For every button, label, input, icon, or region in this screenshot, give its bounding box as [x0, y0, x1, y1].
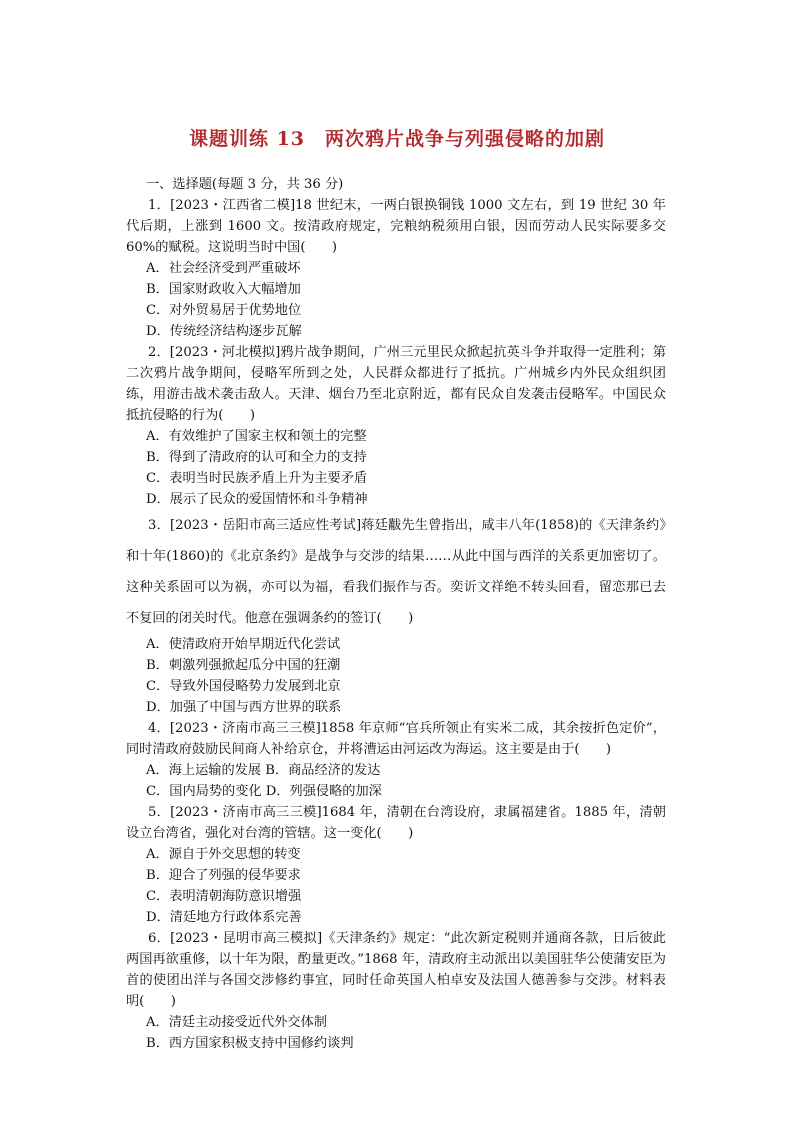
option-d: D．清廷地方行政体系完善 — [146, 910, 302, 925]
question-6 — [126, 928, 666, 1054]
question-stem: 1．[2023・江西省二模]18 世纪末，一两白银换铜钱 1000 文左右，到 19 世纪 30 年代后期，上涨到 1600 文。按清政府规定，完粮纳税须用白银，因而劳动人民实际要多交 60%的赋税。这说明当时中国( ) — [126, 198, 666, 255]
option-d: D．加强了中国与西方世界的联系 — [146, 700, 342, 715]
option-d: D．传统经济结构逐步瓦解 — [146, 324, 302, 339]
question-stem: 6．[2023・昆明市高三模拟]《天津条约》规定：“此次新定税则并通商各款，日后彼此两国再欲重修，以十年为限，酌量更改。”1868 年，清政府主动派出以美国驻华公使蒲安臣为首的使团出洋与各国交涉修约事宜，同时任命英国人柏卓安及法国人德善参与交涉。材料表明( ) — [126, 931, 666, 1009]
question-stem: 2．[2023・河北模拟]鸦片战争期间，广州三元里民众掀起抗英斗争并取得一定胜利；第二次鸦片战争期间，侵略军所到之处，人民群众都进行了抵抗。广州城乡内外民众组织团练，用游击战术袭击敌人。天津、烟台乃至北京附近，都有民众自发袭击侵略军。中国民众抵抗侵略的行为( ) — [126, 345, 666, 423]
option-b: B．刺激列强掀起瓜分中国的狂潮 — [146, 658, 341, 673]
question-stem: 4．[2023・济南市高三三模]1858 年京师“官兵所领止有实米二成，其余按折色定价”，同时清政府鼓励民间商人补给京仓，并将漕运由河运改为海运。这主要是由于( ) — [126, 721, 666, 757]
option-c: C．表明当时民族矛盾上升为主要矛盾 — [146, 471, 368, 486]
option-c: C．表明清朝海防意识增强 — [146, 889, 302, 904]
section-heading: 一、选择题(每题 3 分，共 36 分) — [146, 177, 344, 192]
option-a: A．清廷主动接受近代外交体制 — [146, 1015, 327, 1030]
option-b: B．迎合了列强的侵华要求 — [146, 868, 301, 883]
question-list — [126, 174, 666, 1054]
option-a: A．有效维护了国家主权和领土的完整 — [146, 429, 367, 444]
question-stem: 5．[2023・济南市高三三模]1684 年，清朝在台湾设府，隶属福建省。1885 年，清朝设立台湾省，强化对台湾的管辖。这一变化( ) — [126, 805, 666, 841]
question-5 — [126, 802, 666, 928]
page-title: 课题训练 13 两次鸦片战争与列强侵略的加剧 — [188, 128, 606, 150]
option-a: A．源自于外交思想的转变 — [146, 847, 301, 862]
option-cd: C．国内局势的变化 D．列强侵略的加深 — [146, 784, 382, 799]
option-c: C．对外贸易居于优势地位 — [146, 303, 302, 318]
question-2 — [126, 342, 666, 510]
question-3 — [126, 510, 666, 718]
option-d: D．展示了民众的爱国情怀和斗争精神 — [146, 492, 368, 507]
option-b: B．得到了清政府的认可和全力的支持 — [146, 450, 367, 465]
question-4 — [126, 718, 666, 802]
option-b: B．西方国家积极支持中国修约谈判 — [146, 1036, 354, 1051]
option-a: A．社会经济受到严重破坏 — [146, 261, 301, 276]
question-1 — [126, 195, 666, 342]
option-c: C．导致外国侵略势力发展到北京 — [146, 679, 341, 694]
question-stem: 3．[2023・岳阳市高三适应性考试]蒋廷黻先生曾指出，咸丰八年(1858)的《天津条约》和十年(1860)的《北京条约》是战争与交涉的结果……从此中国与西洋的关系更加密切了。这种关系固可以为祸，亦可以为福，看我们振作与否。奕䜣文祥绝不转头回看，留恋那已去不复回的闭关时代。他意在强调条约的签订( ) — [126, 518, 666, 626]
option-b: B．国家财政收入大幅增加 — [146, 282, 301, 297]
option-ab: A．海上运输的发展 B．商品经济的发达 — [146, 763, 381, 778]
option-a: A．使清政府开始早期近代化尝试 — [146, 637, 341, 652]
